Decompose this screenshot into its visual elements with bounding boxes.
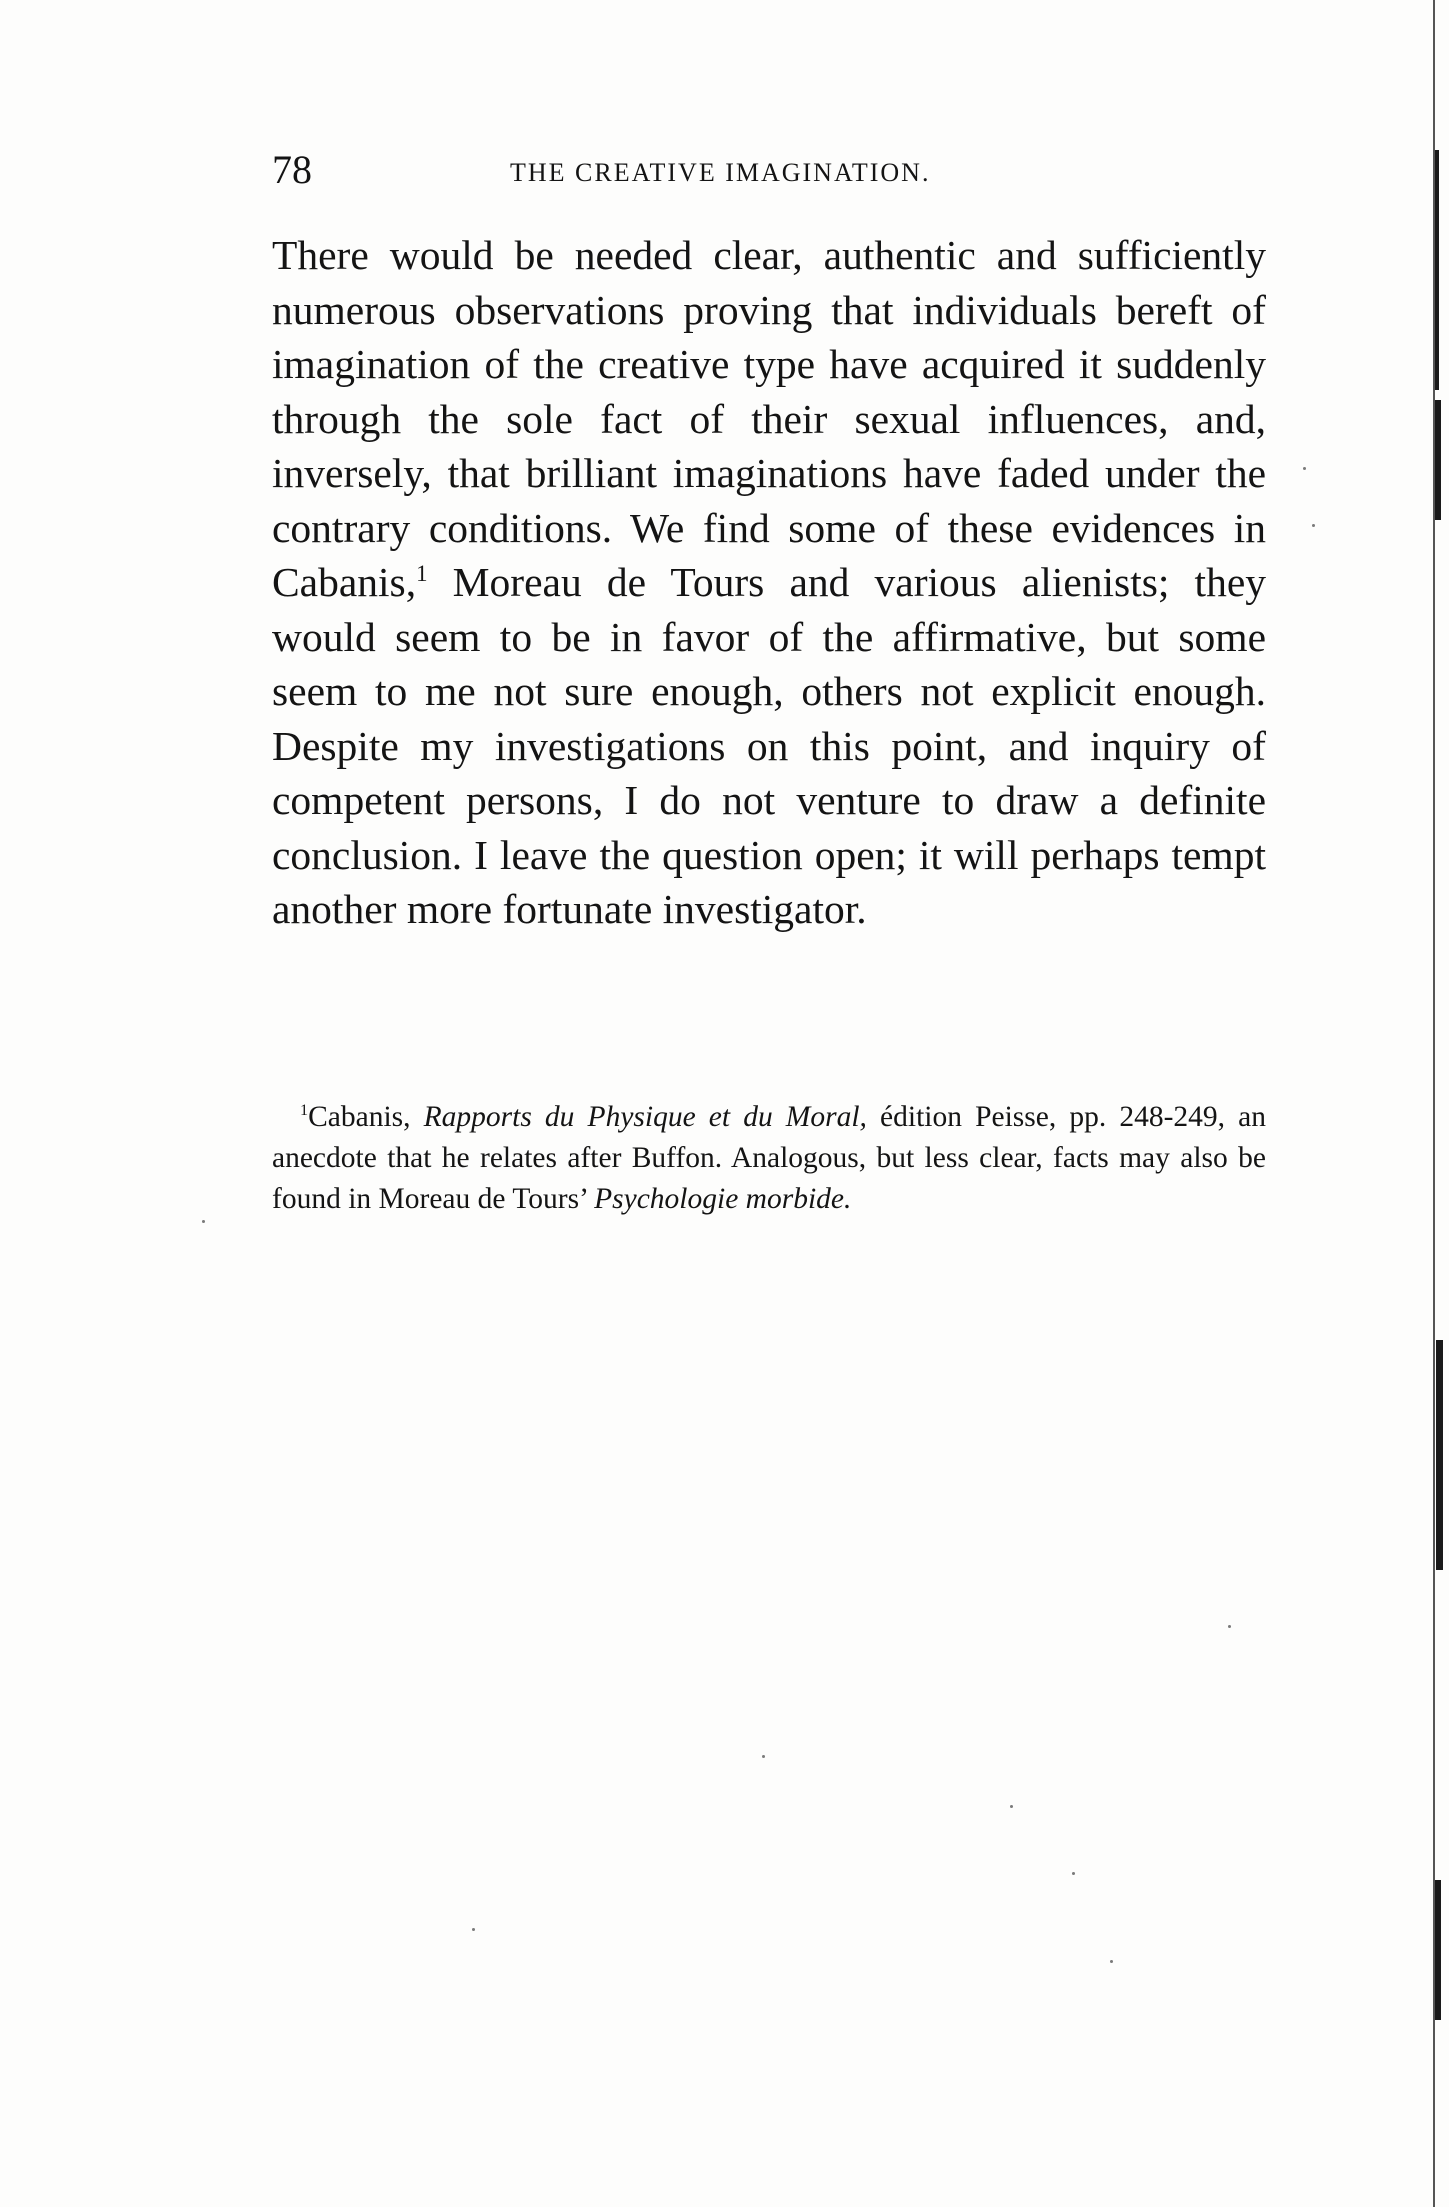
page-number: 78: [272, 147, 312, 192]
footnote-reference: 1: [416, 561, 428, 587]
scan-speck: [1303, 467, 1306, 470]
footnote-author: Cabanis,: [308, 1101, 424, 1133]
scan-speck: [472, 1928, 475, 1931]
footnote: [272, 1097, 1266, 1220]
body-paragraph: [272, 228, 1266, 937]
scan-speck: [1312, 524, 1315, 527]
scan-speck: [1110, 1960, 1113, 1963]
scan-speck: [202, 1220, 205, 1223]
footnote-second-work-title: Psychologie morbide.: [594, 1183, 852, 1215]
paragraph-text-part-2: Moreau de Tours and various alienists; they would seem to be in favor of the affirmative, but some seem to me not sure enough, others not explicit enough. Despite my investigations on this point, and inquiry of competent persons, I do not venture to draw a definite conclusion. I leave the question open; it will perhaps tempt another more fortunate investigator.: [272, 559, 1266, 932]
page-header: [272, 148, 1270, 198]
scan-speck: [762, 1755, 765, 1758]
scan-speck: [1072, 1872, 1075, 1875]
binding-edge: [1405, 0, 1449, 2207]
footnote-text: édition Peisse, pp. 248-249, an anecdote that he relates after Buffon. Analogous, but less clear, facts may also be found in Moreau de Tours’: [272, 1101, 1266, 1215]
running-title: THE CREATIVE IMAGINATION.: [510, 158, 931, 187]
footnote-marker: 1: [300, 1101, 309, 1120]
scan-speck: [1010, 1805, 1013, 1808]
scan-speck: [1228, 1625, 1231, 1628]
footnote-work-title: Rapports du Physique et du Moral,: [423, 1101, 867, 1133]
paragraph-text-part-1: There would be needed clear, authentic and sufficiently numerous observations proving that individuals bereft of imagination of the creative type have acquired it suddenly through the sole fact of their sexual influences, and, inversely, that brilliant imaginations have faded under the contrary conditions. We find some of these evidences in Cabanis,: [272, 232, 1266, 605]
